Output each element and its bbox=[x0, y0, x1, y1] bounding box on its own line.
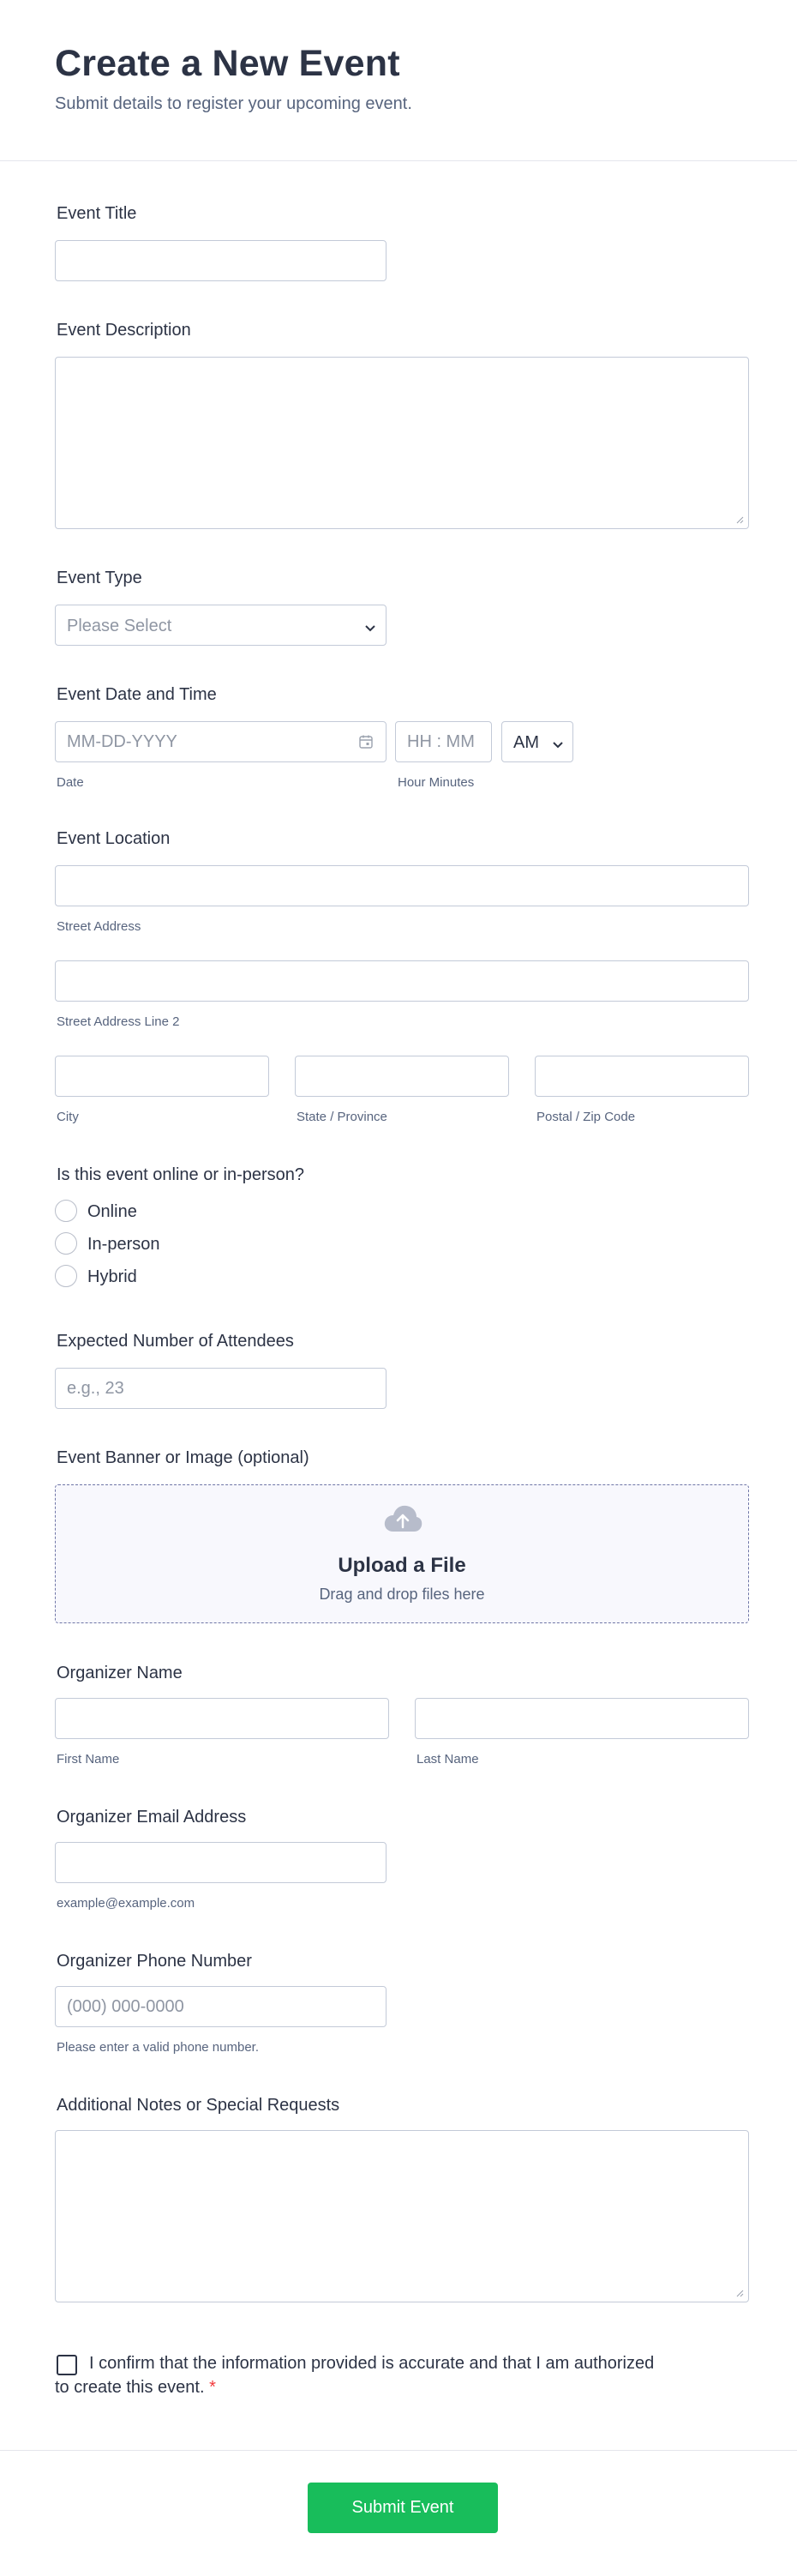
city-input[interactable] bbox=[55, 1056, 269, 1097]
first-name-sublabel: First Name bbox=[57, 1752, 120, 1766]
resize-handle-icon[interactable] bbox=[735, 2289, 744, 2297]
ampm-select[interactable] bbox=[501, 721, 573, 762]
date-sublabel: Date bbox=[57, 775, 84, 790]
radio-button[interactable] bbox=[55, 1265, 77, 1287]
radio-label: In-person bbox=[87, 1235, 160, 1254]
organizer-phone-label: Organizer Phone Number bbox=[57, 1952, 252, 1971]
radio-button[interactable] bbox=[55, 1232, 77, 1255]
organizer-name-label: Organizer Name bbox=[57, 1664, 183, 1682]
page-subtitle: Submit details to register your upcoming event. bbox=[55, 94, 412, 113]
notes-label: Additional Notes or Special Requests bbox=[57, 2096, 340, 2115]
state-sublabel: State / Province bbox=[297, 1110, 387, 1124]
postal-code-sublabel: Postal / Zip Code bbox=[536, 1110, 636, 1124]
event-type-selected: Please Select bbox=[67, 617, 172, 635]
city-sublabel: City bbox=[57, 1110, 79, 1124]
ampm-selected: AM bbox=[513, 733, 539, 752]
time-sublabel: Hour Minutes bbox=[398, 775, 475, 790]
attendees-label: Expected Number of Attendees bbox=[57, 1332, 294, 1351]
street-address-sublabel: Street Address bbox=[57, 919, 141, 934]
event-date-input[interactable] bbox=[55, 721, 387, 762]
event-title-input[interactable] bbox=[55, 240, 387, 281]
phone-sublabel: Please enter a valid phone number. bbox=[57, 2040, 259, 2055]
page-title: Create a New Event bbox=[55, 43, 400, 84]
event-type-label: Event Type bbox=[57, 569, 142, 587]
consent-label: I confirm that the information provided is accurate and that I am authorized to create this event. bbox=[55, 2354, 655, 2397]
radio-label: Hybrid bbox=[87, 1267, 137, 1286]
event-description-label: Event Description bbox=[57, 321, 191, 340]
chevron-down-icon bbox=[552, 738, 564, 747]
chevron-down-icon bbox=[364, 622, 376, 630]
organizer-phone-input[interactable] bbox=[55, 1986, 387, 2027]
resize-handle-icon[interactable] bbox=[735, 515, 744, 524]
event-location-label: Event Location bbox=[57, 829, 171, 848]
street-address-line2-input[interactable] bbox=[55, 960, 749, 1002]
banner-label: Event Banner or Image (optional) bbox=[57, 1448, 309, 1467]
event-title-label: Event Title bbox=[57, 204, 137, 223]
state-input[interactable] bbox=[295, 1056, 509, 1097]
postal-code-input[interactable] bbox=[535, 1056, 749, 1097]
attendees-input[interactable] bbox=[55, 1368, 387, 1409]
event-time-input[interactable] bbox=[395, 721, 492, 762]
organizer-email-input[interactable] bbox=[55, 1842, 387, 1883]
last-name-sublabel: Last Name bbox=[416, 1752, 479, 1766]
radio-label: Online bbox=[87, 1202, 137, 1221]
required-marker: * bbox=[209, 2378, 216, 2397]
file-upload-dropzone[interactable] bbox=[55, 1484, 749, 1623]
last-name-input[interactable] bbox=[415, 1698, 749, 1739]
consent-text bbox=[55, 2351, 655, 2399]
upload-subtitle: Drag and drop files here bbox=[319, 1586, 485, 1603]
event-description-textarea[interactable] bbox=[55, 357, 749, 529]
street-address-line2-sublabel: Street Address Line 2 bbox=[57, 1014, 180, 1029]
notes-textarea[interactable] bbox=[55, 2130, 749, 2302]
first-name-input[interactable] bbox=[55, 1698, 389, 1739]
event-mode-label: Is this event online or in-person? bbox=[57, 1165, 305, 1184]
event-date-time-label: Event Date and Time bbox=[57, 685, 217, 704]
calendar-icon[interactable] bbox=[358, 734, 374, 749]
submit-button[interactable]: Submit Event bbox=[308, 2483, 498, 2533]
organizer-email-label: Organizer Email Address bbox=[57, 1808, 247, 1827]
radio-button[interactable] bbox=[55, 1200, 77, 1222]
cloud-upload-icon bbox=[382, 1502, 423, 1533]
form-header bbox=[0, 0, 797, 161]
street-address-input[interactable] bbox=[55, 865, 749, 906]
upload-title: Upload a File bbox=[338, 1554, 466, 1577]
event-type-select[interactable] bbox=[55, 605, 387, 646]
form-footer bbox=[0, 2450, 797, 2576]
email-sublabel: example@example.com bbox=[57, 1896, 195, 1911]
